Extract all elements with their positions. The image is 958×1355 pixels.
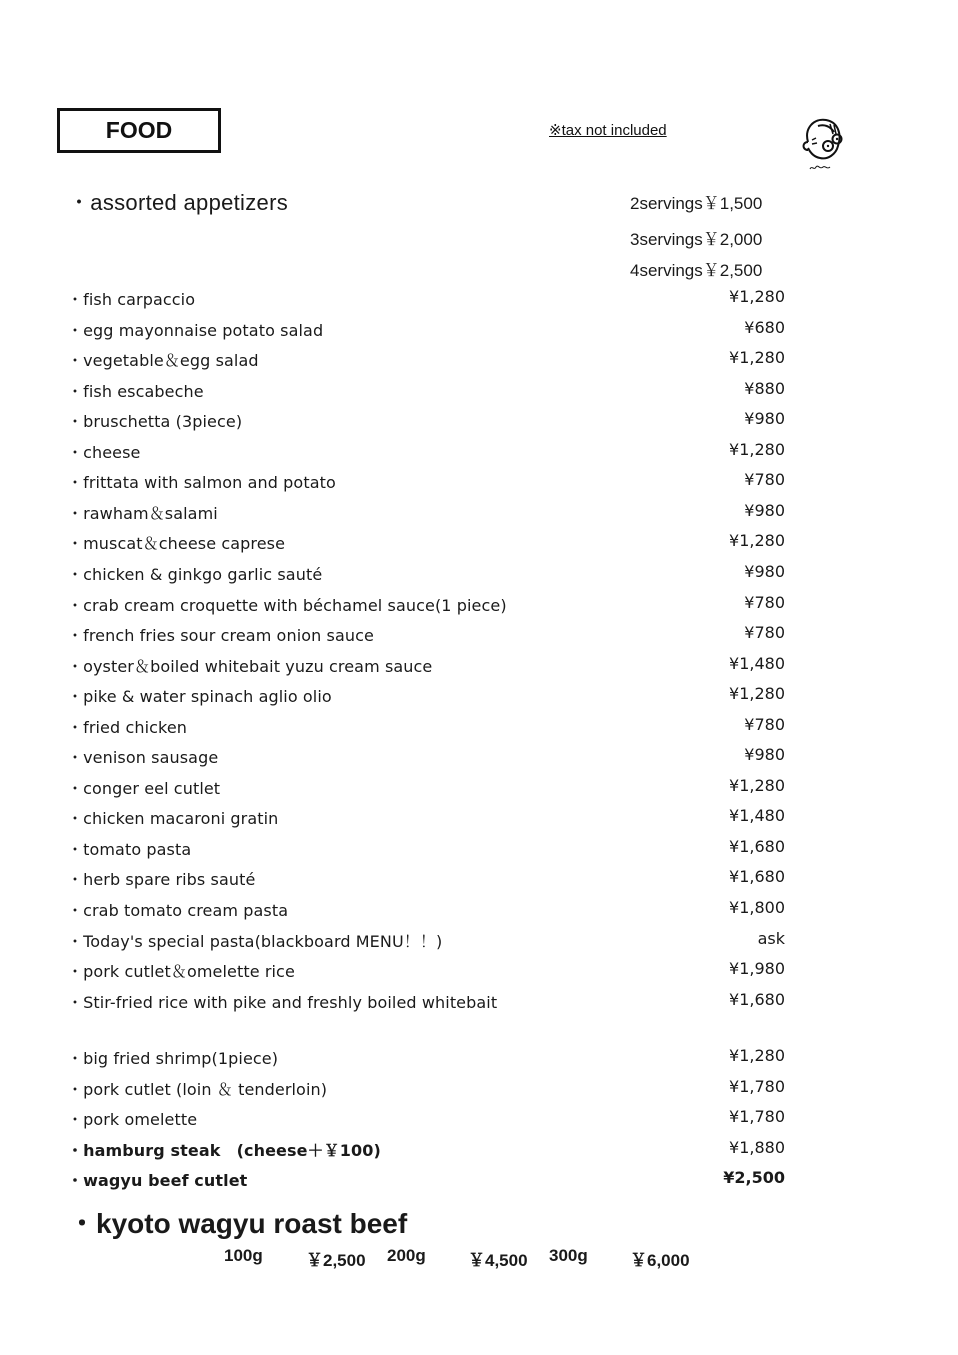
menu-item-price: ¥780: [744, 470, 785, 490]
menu-item-price: ¥980: [744, 500, 785, 520]
menu-item: [67, 867, 785, 889]
menu-item: [67, 990, 785, 1012]
main-dish-price: ¥1,780: [729, 1076, 785, 1096]
menu-item-name: ・bruschetta (3piece): [67, 412, 243, 432]
main-dish-name: ・hamburg steak (cheese＋￥100): [67, 1140, 381, 1160]
menu-item-price: ¥680: [744, 317, 785, 337]
menu-item: [67, 348, 785, 370]
menu-item: [67, 501, 785, 523]
serving-option: 4servings￥2,500: [630, 261, 763, 280]
menu-item: [67, 409, 785, 431]
roast-beef-name: ・kyoto wagyu roast beef: [68, 1208, 408, 1239]
menu-item-name: ・chicken & ginkgo garlic sauté: [67, 564, 323, 584]
menu-item-name: ・herb spare ribs sauté: [67, 870, 256, 890]
menu-item-price: ¥1,280: [729, 439, 785, 459]
roast-weight: 100g: [224, 1246, 263, 1265]
menu-item-name: ・oyster＆boiled whitebait yuzu cream sauce: [67, 656, 433, 676]
menu-item-name: ・rawham＆salami: [67, 503, 218, 523]
menu-item-name: ・crab cream croquette with béchamel sauce(1 piece): [67, 595, 507, 615]
menu-item-price: ¥980: [744, 561, 785, 581]
main-dish-item: [67, 1077, 785, 1099]
section-title-text: FOOD: [105, 117, 173, 143]
menu-item-price: ¥1,280: [729, 775, 785, 795]
main-dish-item: [67, 1107, 785, 1129]
menu-item: [67, 287, 785, 309]
roast-weight: 300g: [549, 1246, 588, 1265]
menu-item: [67, 623, 785, 645]
menu-item: [67, 470, 785, 492]
menu-item-price: ¥780: [744, 592, 785, 612]
menu-item-price: ¥780: [744, 623, 785, 643]
menu-item-name: ・egg mayonnaise potato salad: [67, 320, 324, 340]
roast-price: ￥6,000: [630, 1251, 690, 1270]
menu-item: [67, 837, 785, 859]
menu-item: [67, 745, 785, 767]
menu-item-price: ¥1,800: [729, 898, 785, 917]
menu-item-price: ask: [757, 928, 785, 948]
menu-item: [67, 898, 785, 920]
menu-item: [67, 531, 785, 553]
menu-item-name: ・pork cutlet＆omelette rice: [67, 962, 295, 982]
menu-item-name: ・frittata with salmon and potato: [67, 473, 336, 493]
menu-item-name: ・venison sausage: [67, 748, 219, 768]
menu-item-name: ・fried chicken: [67, 717, 188, 737]
menu-item: [67, 654, 785, 676]
menu-item-price: ¥1,980: [729, 959, 785, 979]
menu-item-price: ¥780: [744, 714, 785, 734]
menu-item-name: ・Stir-fried rice with pike and freshly boiled whitebait: [67, 992, 498, 1012]
glasses-man-logo-icon: [796, 112, 846, 176]
menu-item-price: ¥880: [744, 378, 785, 398]
main-dish-name: ・pork cutlet (loin ＆ tenderloin): [67, 1079, 328, 1099]
menu-item: [67, 776, 785, 798]
roast-price: ￥4,500: [468, 1251, 528, 1270]
tax-note: ※tax not included: [549, 122, 667, 139]
menu-item-price: ¥980: [744, 409, 785, 429]
main-dish-item: [67, 1168, 785, 1190]
main-dish-name: ・wagyu beef cutlet: [67, 1171, 248, 1191]
menu-item-name: ・muscat＆cheese caprese: [67, 534, 286, 554]
serving-option: 2servings￥1,500: [630, 194, 763, 213]
menu-item: [67, 929, 785, 951]
main-dish-price: ¥1,280: [729, 1046, 785, 1065]
menu-item-name: ・conger eel cutlet: [67, 778, 221, 798]
menu-item-price: ¥1,280: [729, 531, 785, 551]
menu-item: [67, 593, 785, 615]
menu-item: [67, 379, 785, 401]
main-dish-name: ・pork omelette: [67, 1110, 198, 1130]
main-dish-item: [67, 1138, 785, 1160]
main-dish-item: [67, 1046, 785, 1068]
menu-item-price: ¥1,280: [729, 684, 785, 704]
menu-item: [67, 562, 785, 584]
main-dish-price: ¥1,780: [729, 1107, 785, 1127]
menu-item-name: ・pike & water spinach aglio olio: [67, 687, 332, 707]
menu-item: [67, 806, 785, 828]
section-title-food: [57, 108, 221, 153]
roast-weight: 200g: [387, 1246, 426, 1265]
menu-item: [67, 684, 785, 706]
menu-item-name: ・fish escabeche: [67, 381, 204, 401]
menu-item-name: ・Today's special pasta(blackboard MENU！！): [67, 931, 443, 951]
assorted-appetizers-name: ・assorted appetizers: [68, 190, 288, 215]
menu-item-name: ・crab tomato cream pasta: [67, 901, 289, 920]
menu-item-price: ¥1,680: [729, 989, 785, 1009]
menu-item-price: ¥1,480: [729, 653, 785, 673]
main-dish-price: ¥1,880: [729, 1137, 785, 1157]
main-dish-name: ・big fried shrimp(1piece): [67, 1049, 279, 1068]
menu-item-price: ¥1,480: [729, 806, 785, 826]
menu-item-price: ¥1,680: [729, 836, 785, 856]
main-dish-price: ¥2,500: [723, 1168, 785, 1188]
menu-item-price: ¥1,280: [729, 348, 785, 368]
menu-item-name: ・vegetable＆egg salad: [67, 351, 259, 371]
menu-item-price: ¥1,680: [729, 867, 785, 887]
menu-item-price: ¥1,280: [729, 287, 785, 306]
menu-item-name: ・fish carpaccio: [67, 290, 196, 309]
menu-item-name: ・cheese: [67, 442, 141, 462]
serving-option: 3servings￥2,000: [630, 230, 763, 249]
menu-item: [67, 318, 785, 340]
menu-item-name: ・french fries sour cream onion sauce: [67, 626, 374, 646]
menu-item: [67, 959, 785, 981]
menu-item: [67, 715, 785, 737]
menu-item-name: ・tomato pasta: [67, 839, 192, 859]
roast-price: ￥2,500: [306, 1251, 366, 1270]
menu-item-price: ¥980: [744, 745, 785, 765]
menu-item: [67, 440, 785, 462]
menu-item-name: ・chicken macaroni gratin: [67, 809, 279, 829]
